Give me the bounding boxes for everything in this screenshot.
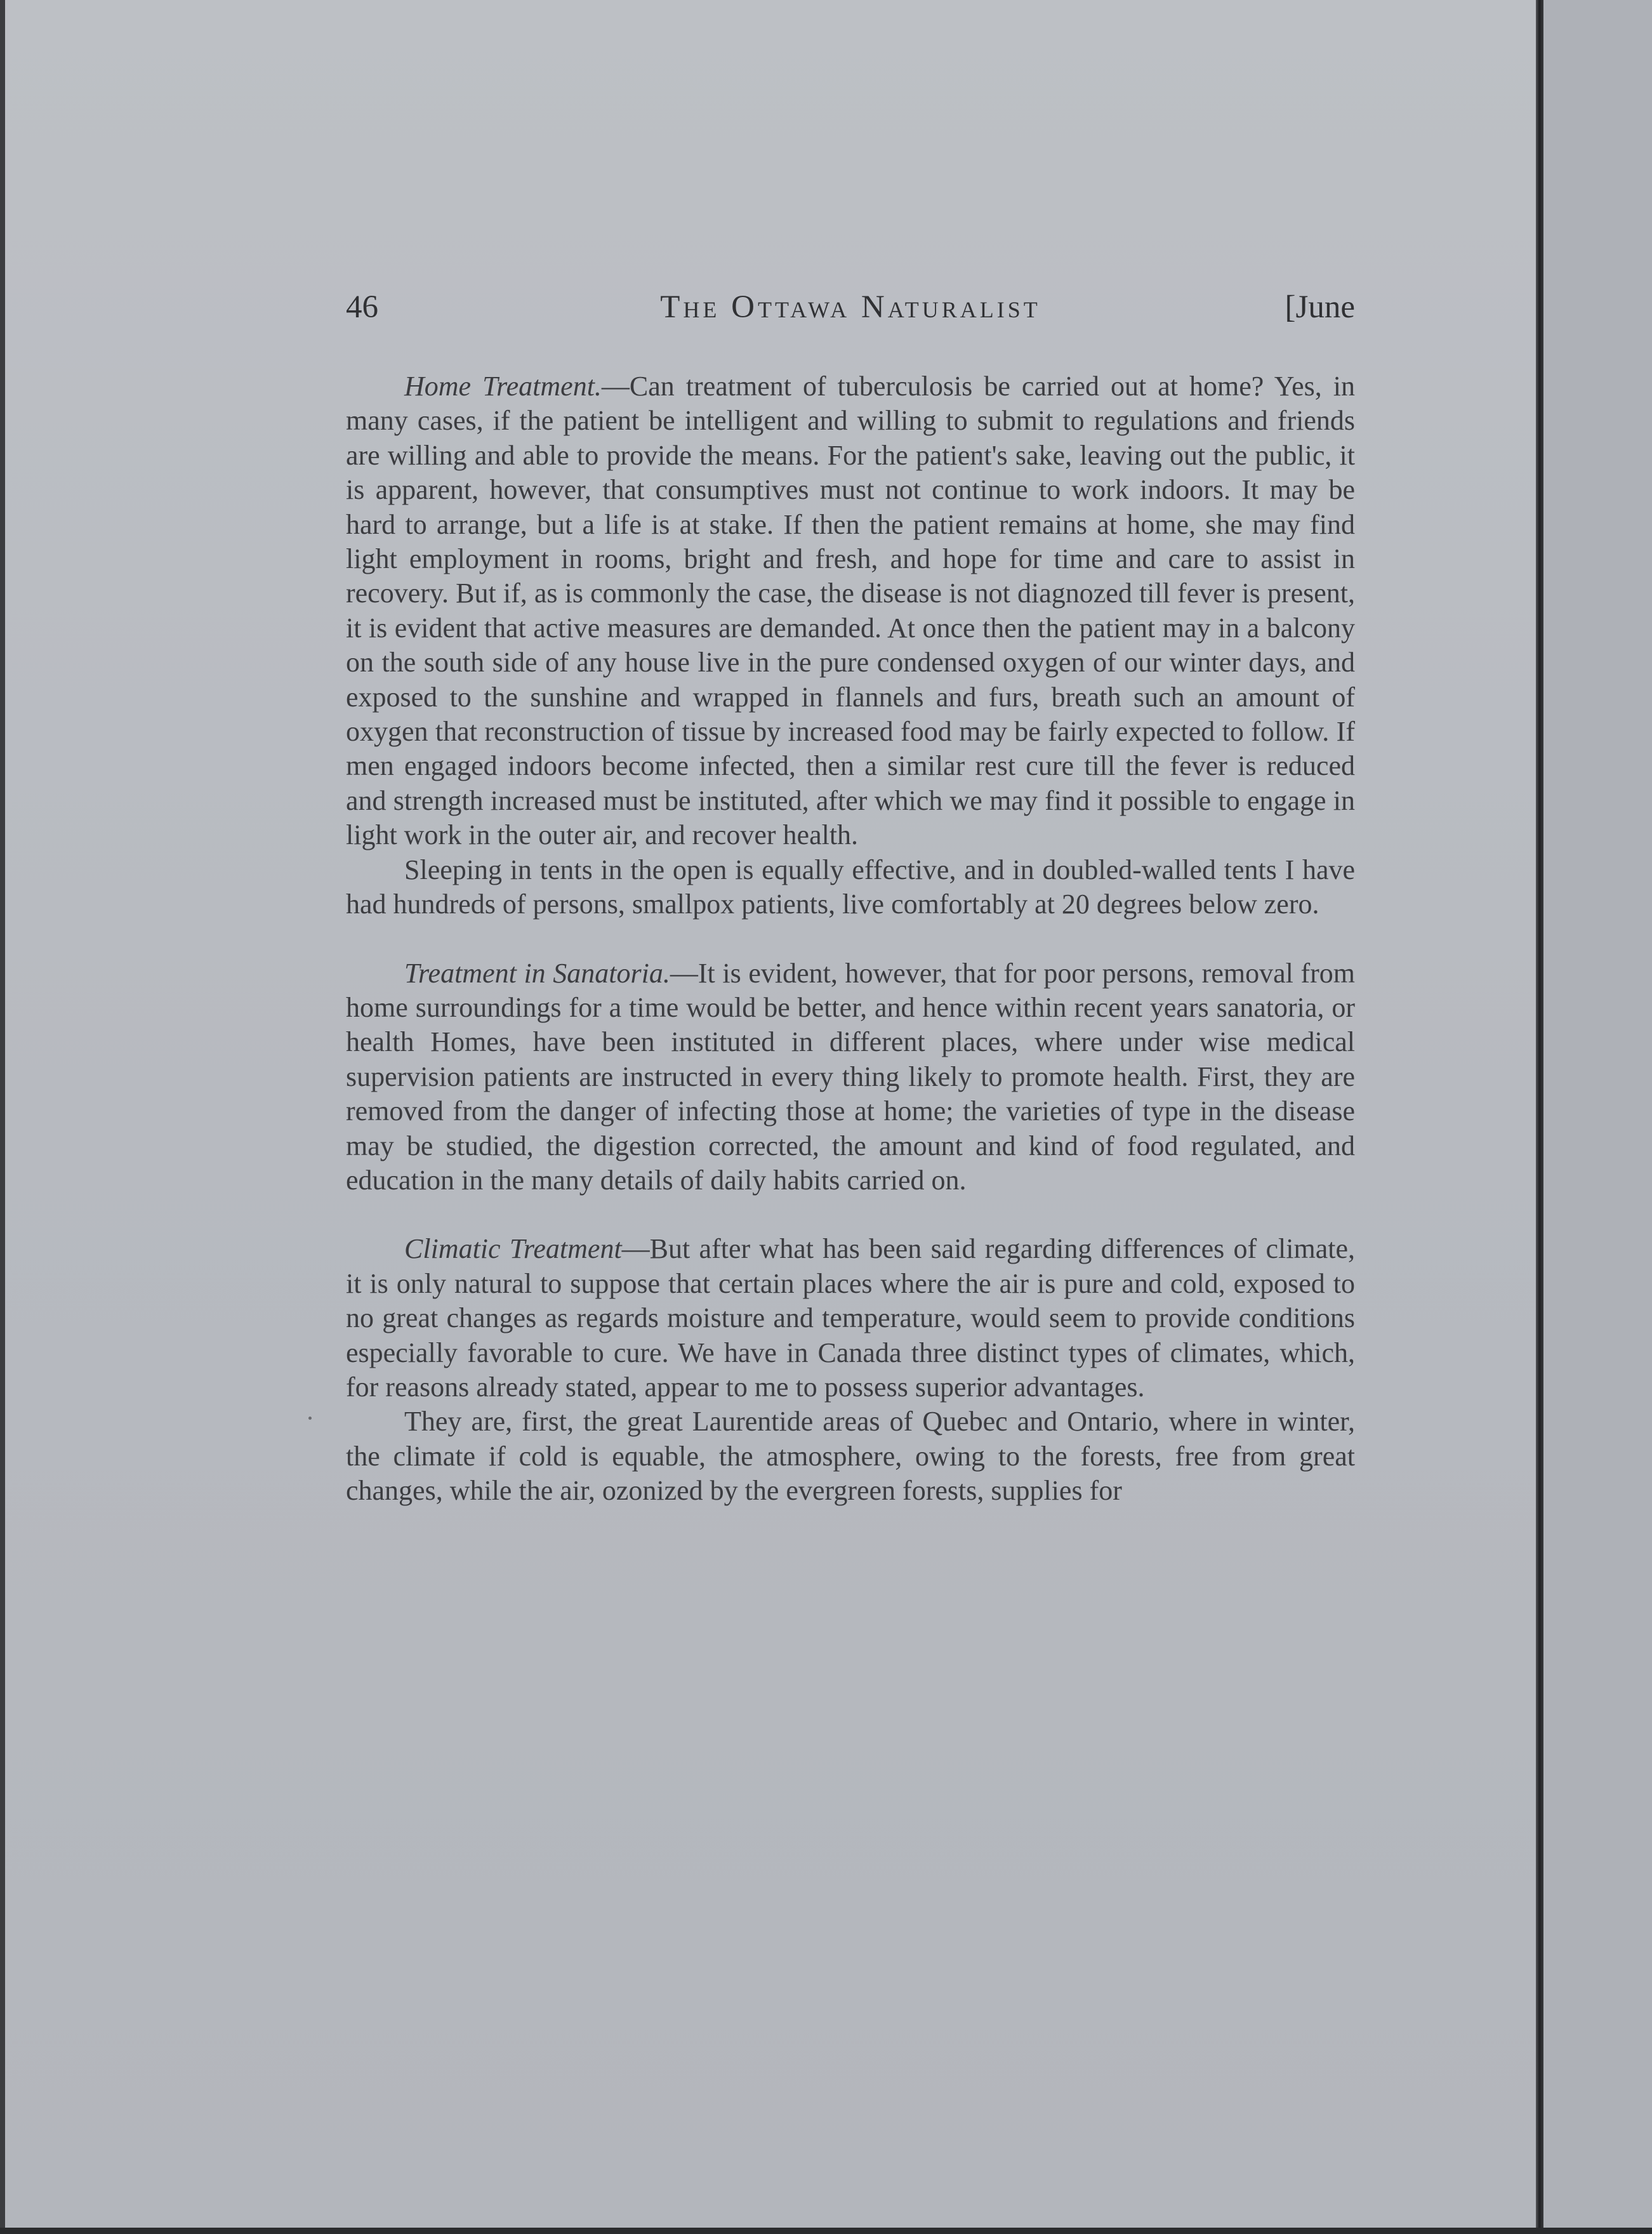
paragraph-text: —But after what has been said regarding differences of climate, it is only natural to suppose that certain places where the air is pure and cold, exposed to no great changes as regards moisture and temperature, would seem to provide conditions especially favorable to cure. We have in Canada three distinct types of climates, which, for reasons already stated, appear to me to possess superior advantages. <box>346 1233 1355 1403</box>
issue-month: [June <box>1285 289 1355 325</box>
paragraph-treatment-in-sanatoria <box>346 956 1355 1198</box>
paragraph-text: They are, first, the great Laurentide areas of Quebec and Ontario, where in winter, the climate if cold is equable, the atmosphere, owing to the forests, free from great changes, while the air, ozonized by the evergreen forests, supplies for <box>346 1406 1355 1507</box>
page-left-edge <box>0 0 5 2234</box>
paragraph-climate-types <box>346 1405 1355 1508</box>
paragraph-text: —It is evident, however, that for poor persons, removal from home surroundings for a time would be better, and hence within recent years sanatoria, or health Homes, have been instituted in different places, where under wise medical supervision patients are instructed in every thing likely to promote health. First, they are removed from the danger of infecting those at home; the varieties of type in the disease may be studied, the digestion corrected, the amount and kind of food regulated, and education in the many details of daily habits carried on. <box>346 957 1355 1196</box>
book-gutter-shadow <box>1536 0 1543 2234</box>
section-heading: Home Treatment. <box>404 371 602 402</box>
section-heading: Treatment in Sanatoria. <box>404 957 670 989</box>
stray-ink-mark <box>308 1417 312 1420</box>
journal-title: The Ottawa Naturalist <box>660 289 1041 325</box>
article-body <box>346 369 1355 1509</box>
paragraph-home-treatment <box>346 369 1355 853</box>
page-bottom-edge <box>0 2228 1652 2234</box>
paragraph-text: Sleeping in tents in the open is equally effective, and in doubled-walled tents I have had hundreds of persons, smallpox patients, live comfortably at 20 degrees below zero. <box>346 854 1355 920</box>
paragraph-climatic-treatment <box>346 1232 1355 1405</box>
paragraph-text: —Can treatment of tuberculosis be carried out at home? Yes, in many cases, if the patient be intelligent and willing to submit to regulations and friends are willing and able to provide the means. For the patient's sake, leaving out the public, it is apparent, however, that consumptives must not continue to work indoors. It may be hard to arrange, but a life is at stake. If then the patient remains at home, she may find light employment in rooms, bright and fresh, and hope for time and care to assist in recovery. But if, as is commonly the case, the disease is not diagnozed till fever is present, it is evident that active measures are demanded. At once then the patient may in a balcony on the south side of any house live in the pure condensed oxygen of our winter days, and exposed to the sunshine and wrapped in flannels and furs, breath such an amount of oxygen that reconstruction of tissue by increased food may be fairly expected to follow. If men engaged indoors become infected, then a similar rest cure till the fever is reduced and strength increased must be instituted, after which we may find it possible to engage in light work in the outer air, and recover health. <box>346 371 1355 851</box>
page-header <box>346 289 1355 333</box>
section-heading: Climatic Treatment <box>404 1233 622 1265</box>
paragraph-sleeping-in-tents <box>346 853 1355 922</box>
page-number: 46 <box>346 289 378 325</box>
facing-page-edge <box>1543 0 1652 2234</box>
